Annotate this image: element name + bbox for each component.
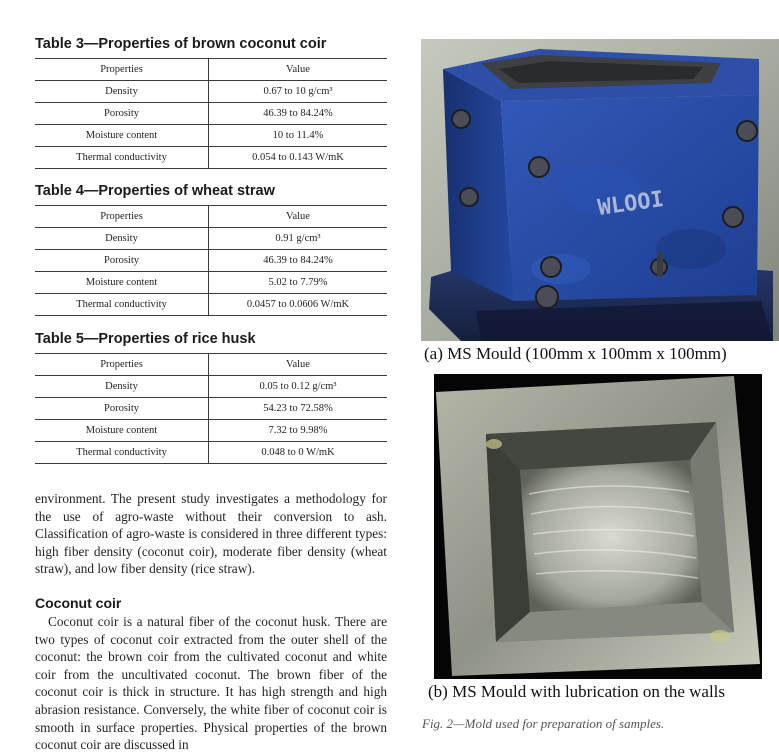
property-cell: Moisture content [35, 420, 209, 442]
table-row [35, 125, 387, 147]
table-3 [35, 58, 387, 169]
table-4 [35, 205, 387, 316]
property-cell: Thermal conductivity [35, 294, 209, 316]
value-cell: 0.91 g/cm³ [209, 228, 388, 250]
table-row [35, 147, 387, 169]
body-paragraph-1: environment. The present study investigates a methodology for the use of agro-waste without their conversion to ash. Classification of agro-waste is considered in three different types: high fiber density (coconut coir), moderate fiber density (wheat straw), and low fiber density (rice straw). [35, 491, 387, 577]
property-cell: Porosity [35, 250, 209, 272]
table-row [35, 442, 387, 464]
caption-b: (b) MS Mould with lubrication on the walls [428, 682, 726, 701]
table-5 [35, 353, 387, 464]
property-cell: Thermal conductivity [35, 147, 209, 169]
section-heading-coconut-coir: Coconut coir [35, 595, 122, 611]
value-cell: 0.048 to 0 W/mK [209, 442, 388, 464]
property-cell: Porosity [35, 398, 209, 420]
table-row [35, 420, 387, 442]
table-row [35, 103, 387, 125]
figure-caption: Fig. 2—Mold used for preparation of samples. [422, 716, 665, 731]
header-properties: Properties [35, 59, 209, 81]
value-cell: 10 to 11.4% [209, 125, 388, 147]
value-cell: 0.05 to 0.12 g/cm³ [209, 376, 388, 398]
value-cell: 0.054 to 0.143 W/mK [209, 147, 388, 169]
value-cell: 7.32 to 9.98% [209, 420, 388, 442]
header-properties: Properties [35, 354, 209, 376]
lubricated-mould-photo [434, 374, 762, 679]
table-row [35, 81, 387, 103]
header-properties: Properties [35, 206, 209, 228]
table-row [35, 272, 387, 294]
table-row [35, 398, 387, 420]
table-header-row [35, 354, 387, 376]
property-cell: Density [35, 376, 209, 398]
value-cell: 46.39 to 84.24% [209, 103, 388, 125]
table-header-row [35, 59, 387, 81]
property-cell: Density [35, 228, 209, 250]
table-row [35, 294, 387, 316]
caption-a: (a) MS Mould (100mm x 100mm x 100mm) [424, 344, 727, 363]
value-cell: 0.0457 to 0.0606 W/mK [209, 294, 388, 316]
table-row [35, 376, 387, 398]
property-cell: Density [35, 81, 209, 103]
table-5-title: Table 5—Properties of rice husk [35, 331, 256, 347]
property-cell: Porosity [35, 103, 209, 125]
value-cell: 5.02 to 7.79% [209, 272, 388, 294]
mould-stamp-text: WLOOI [596, 186, 666, 221]
body-paragraph-2: Coconut coir is a natural fiber of the coconut husk. There are two types of coconut coir extracted from the outer shell of the coconut: the brown coir from the cultivated coconut and white coir from the uncultivated coconut. The brown fiber of the coconut coir is thick in structure. It has high strength and high abrasion resistance. Conversely, the white fiber of coconut coir is smooth in surface properties. Physical properties of the brown coconut coir are discussed in [35, 614, 387, 753]
value-cell: 0.67 to 10 g/cm³ [209, 81, 388, 103]
table-header-row [35, 206, 387, 228]
table-4-title: Table 4—Properties of wheat straw [35, 183, 275, 199]
table-3-title: Table 3—Properties of brown coconut coir [35, 36, 327, 52]
value-cell: 46.39 to 84.24% [209, 250, 388, 272]
table-row [35, 250, 387, 272]
value-cell: 54.23 to 72.58% [209, 398, 388, 420]
header-value: Value [209, 206, 388, 228]
table-row [35, 228, 387, 250]
header-value: Value [209, 354, 388, 376]
header-value: Value [209, 59, 388, 81]
blue-mould-photo [421, 39, 779, 341]
property-cell: Thermal conductivity [35, 442, 209, 464]
property-cell: Moisture content [35, 125, 209, 147]
property-cell: Moisture content [35, 272, 209, 294]
